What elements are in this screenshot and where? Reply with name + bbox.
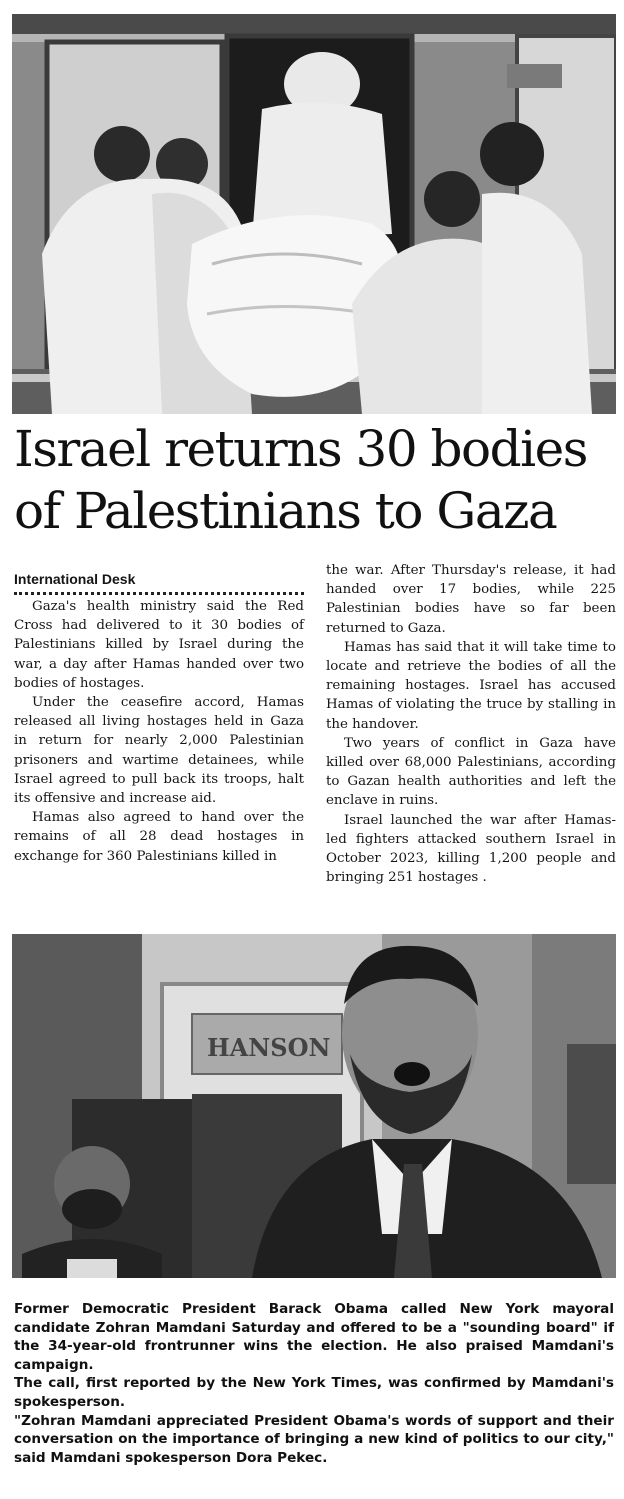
article-paragraph: Two years of conflict in Gaza have killed over 68,000 Palestinians, according to Gazan health authorities and left the enclave in ruins.	[326, 735, 616, 809]
caption-paragraph: The call, first reported by the New York Times, was confirmed by Mamdani's spokesperson.	[14, 1375, 614, 1410]
building-sign: HANSON	[207, 1033, 331, 1062]
article-paragraph: Under the ceasefire accord, Hamas released all living hostages held in Gaza in return for nearly 2,000 Palestinian prisoners and wartime detainees, while Israel agreed to pull back its troops, halt its offensive and increase aid.	[14, 695, 304, 807]
article-paragraph: Gaza's health ministry said the Red Cross had delivered to it 30 bodies of Palestinians killed by Israel during the war, a day after Hamas handed over two bodies of hostages.	[14, 599, 304, 691]
article-paragraph: the war. After Thursday's release, it had handed over 17 bodies, while 225 Palestinian bodies have so far been returned to Gaza.	[326, 563, 616, 636]
caption-paragraph: Former Democratic President Barack Obama called New York mayoral candidate Zohran Mamdani Saturday and offered to be a "sounding board" if the 34-year-old frontrunner wins the election. He also praised Mamdani's campaign.	[14, 1301, 614, 1373]
article-paragraph: Hamas has said that it will take time to locate and retrieve the bodies of all the remaining hostages. Israel has accused Hamas of violating the truce by stalling in the handover.	[326, 639, 616, 732]
photo-man-speaking-to-press	[12, 934, 616, 1278]
article-column-left	[14, 570, 304, 866]
photo-workers-unloading-bodies	[12, 14, 616, 414]
photo-bottom-illustration	[12, 934, 616, 1278]
photo-top-illustration	[12, 14, 616, 414]
article-paragraph: Israel launched the war after Hamas-led fighters attacked southern Israel in October 2023, killing 1,200 people and bringing 251 hostages .	[326, 812, 616, 886]
article-column-right	[326, 561, 616, 887]
headline: Israel returns 30 bodies of Palestinians to Gaza	[14, 420, 587, 540]
article-paragraph: Hamas also agreed to hand over the remains of all 28 dead hostages in exchange for 360 Palestinians killed in	[14, 810, 304, 864]
caption-paragraph: "Zohran Mamdani appreciated President Obama's words of support and their conversation on the importance of bringing a new kind of politics to our city," said Mamdani spokesperson Dora Pekec.	[14, 1412, 614, 1466]
photo-caption	[14, 1300, 614, 1467]
byline-desk: International Desk	[14, 570, 304, 595]
